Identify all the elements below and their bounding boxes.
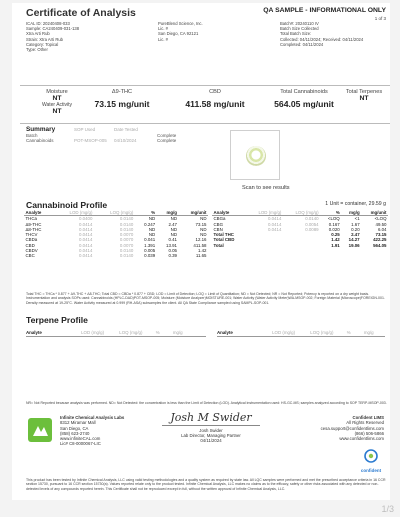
summary-cannabinoids-date: 04/10/2024 [114,138,137,143]
divider [20,85,390,86]
cannabinoid-table-right: Analyte LOD (mg/g) LOQ (mg/g) % mg/g mg/unit CBGa 0.0414 0.0140 <LOQ <1 <LOQ CBG 0.0414 0.0054 0.167 1.67 49.50 CBN 0.0414 0.0089 0.020 0.20 6.04 Total THC 0.25 2.47 73.15 Total CBD 1.42 14.27 422.25 Total 1.91 19.06 564.05 [213,210,387,248]
sample-id: Sample: CA240409-031-138 [26,26,80,32]
cannabinoid-row: THCV 0.0414 0.0070 ND ND ND [25,232,207,238]
page-number: 1 of 3 [374,16,386,21]
ical-id: ICAL ID: 20240408-033 [26,21,70,26]
cannabinoid-row: CBC 0.0414 0.0140 0.039 0.39 11.65 [25,253,207,259]
batch-size-collected: Batch Size Collected [280,26,319,32]
cannabinoid-table-left: Analyte LOD (mg/g) LOQ (mg/g) % mg/g mg/unit THCa 0.0400 0.0140 ND ND ND Δ9-THC 0.0414 0.0140 0.247 2.47 73.15 Δ8-THC 0.0414 0.0140 ND ND ND THCV 0.0414 0.0070 ND ND ND CBDa 0.0414 0.0070 0.041 0.41 12.16 CBD 0.0414 0.0070 1.391 13.91 411.58 CBDV 0.0414 0.0140 0.005 0.05 1.42 CBC 0.0414 0.0140 0.039 0.39 11.65 [25,210,207,259]
cannabinoid-total-row: Total CBD 1.42 14.27 422.25 [213,237,387,243]
type: Type: Other [26,47,48,53]
cannabinoid-row: CBN 0.0414 0.0089 0.020 0.20 6.04 [213,226,387,232]
total-cannabinoids-metric: Total Cannabinoids 564.05 mg/unit [274,89,334,109]
batch-info [280,21,363,47]
cannabinoid-total-row: Total 1.91 19.06 564.05 [213,242,387,248]
cannabinoid-row: CBDV 0.0414 0.0140 0.005 0.05 1.42 [25,248,207,254]
unit-note: 1 Unit = container, 29.59 g [325,201,386,207]
terpene-header-left: Analyte LOD (mg/g) LOQ (mg/g) % mg/g [26,330,183,335]
divider [26,336,206,337]
client-license: Lic. # [158,26,169,32]
summary-title: Summary [26,126,56,133]
client-license-2: Lic. # [158,36,169,42]
summary-cannabinoids-status: Complete [157,138,177,143]
cannabinoid-total-row: Total THC 0.25 2.47 73.15 [213,232,387,238]
client-name: PureBlend Science, Inc. [158,21,203,26]
disclaimer: This product has been tested by Infinite Chemical Analysis, LLC using valid testing methodologies and a quality system as required by state law. All LQC samples were performed and met the prescribed acceptance criteria in 16 CCR section 15730, pursuant to 16 CCR section 15730(a). Values reported relate only to the product tested. Infinite Chemical Analysis, LLC makes no claims as to the efficacy, safety or other risks associated with any detected or non-detected levels of any compounds reported herein. This Certificate shall not be reproduced except in full, without the written approval of Infinite Chemical Analysis, LLC. [26,478,386,491]
product-name: Xtra Arti Rub [26,31,50,37]
summary-date-header: Date Tested [114,127,138,132]
qr-code[interactable] [230,130,280,180]
strain: Strain: Xtra Arti Rub [26,36,64,42]
summary-cannabinoids-label: Cannabinoids [26,138,54,143]
lims-email-link[interactable]: cesa.support@confidentlims.com [320,425,384,431]
total-batch-size: Total Batch Size: [280,31,312,37]
lab-info: Infinite Chemical Analysis Labs 8312 Miramar Mall San Diego, CA (858) 623-2740 www.infiniteCAL.com Lic# C8-0000067-LIC [60,415,125,447]
summary-cannabinoids-sop: POT-MSOP-005 [74,138,107,143]
page-indicator: 1/3 [381,504,394,514]
confident-logo: confident [358,449,384,473]
summary-sop-header: SOP Used [74,127,96,132]
summary-batch-status: Complete [157,133,177,138]
completed-date: Completed: 04/11/2024 [280,41,324,47]
cannabinoid-row: Δ9-THC 0.0414 0.0140 0.247 2.47 73.15 [25,221,207,227]
moisture-metric: Moisture NT Water Activity NT [41,89,73,115]
signer-date: 04/11/2024 [200,438,222,444]
cannabinoid-notes: Total THC = THCa * 0.877 + Δ9-THC + Δ8-THC; Total CBD = CBDa * 0.877 + CBD; LOD = Limit of Detection; LOQ = Limit of Quantitation; ND = Not Detected; NR = Not Reported; Potency is reported on a dry weight basis. Instrumentation and analysis SOPs used: Cannabinoids (HPLC-DAD)POT-MSOP-005; Moisture (Moisture Analyzer)MOISTURE-001; Water Activity (Water Activity Meter)WA-MSOP-002; Foreign Material (Microscope)FOREIGN-001. Density measured at 19-25°C. Water Activity measured at 0.999 (RH-ASA) subsamples the client. All QA State Compliance sampled using SAMPL-SOP-001. [26,292,385,305]
terpene-profile-title: Terpene Profile [26,315,88,325]
client-address: San Diego, CA 92121 [158,31,199,37]
confident-logo-icon [364,449,378,463]
thc-metric: Δ9-THC 73.15 mg/unit [94,89,150,109]
cannabinoid-row: CBGa 0.0414 0.0140 <LOQ <1 <LOQ [213,216,387,222]
cannabinoid-row: CBDa 0.0414 0.0070 0.041 0.41 12.16 [25,237,207,243]
terpene-header-right: Analyte LOD (mg/g) LOQ (mg/g) % mg/g [217,330,374,335]
divider [217,336,385,337]
coa-page [12,3,390,500]
cannabinoid-row: Δ8-THC 0.0414 0.0140 ND ND ND [25,226,207,232]
qr-hologram-icon [246,146,266,166]
scan-caption: Scan to see results [242,185,290,191]
sample-info [26,21,79,52]
total-terpenes-metric: Total Terpenes NT [345,89,383,102]
cannabinoid-profile-title: Cannabinoid Profile [26,200,108,210]
signature: Josh M Swider [170,411,252,424]
batch-number: Batch#: 20240110 IV [280,21,319,26]
terpene-notes: NR= Not Reported because analysis was performed. ND= Not Detected: the concentration is less than the Limit of Detection (LOD). Analytical instrumentation used: HS-GC-MS; samples analyzed according to SOP TERP-MSOP-003. [26,401,387,405]
infinite-lab-logo-icon [26,415,54,445]
collected-received: Collected: 04/11/2024; Received: 04/11/2024 [280,36,364,42]
summary-batch-label: Batch [26,133,38,138]
cbd-metric: CBD 411.58 mg/unit [185,89,245,109]
cannabinoid-row: CBG 0.0414 0.0054 0.167 1.67 49.50 [213,221,387,227]
signature-block [158,411,264,443]
qa-sample-title: QA SAMPLE - INFORMATIONAL ONLY [263,7,386,14]
signer-title: Lab Director, Managing Partner [181,432,241,438]
client-info [158,21,203,42]
lims-website-link[interactable]: www.confidentlims.com [339,436,384,442]
lims-info: Confident LIMS All Rights Reserved cesa.support@confidentlims.com (866) 506-5866 www.confidentlims.com [320,415,384,442]
document-title: Certificate of Analysis [26,7,136,19]
category: Category: Topical [26,41,59,47]
cannabinoid-row: CBD 0.0414 0.0070 1.391 13.91 411.58 [25,242,207,248]
divider [20,123,390,124]
signer-name: Josh Swider [199,427,223,433]
cannabinoid-row: THCa 0.0400 0.0140 ND ND ND [25,216,207,222]
